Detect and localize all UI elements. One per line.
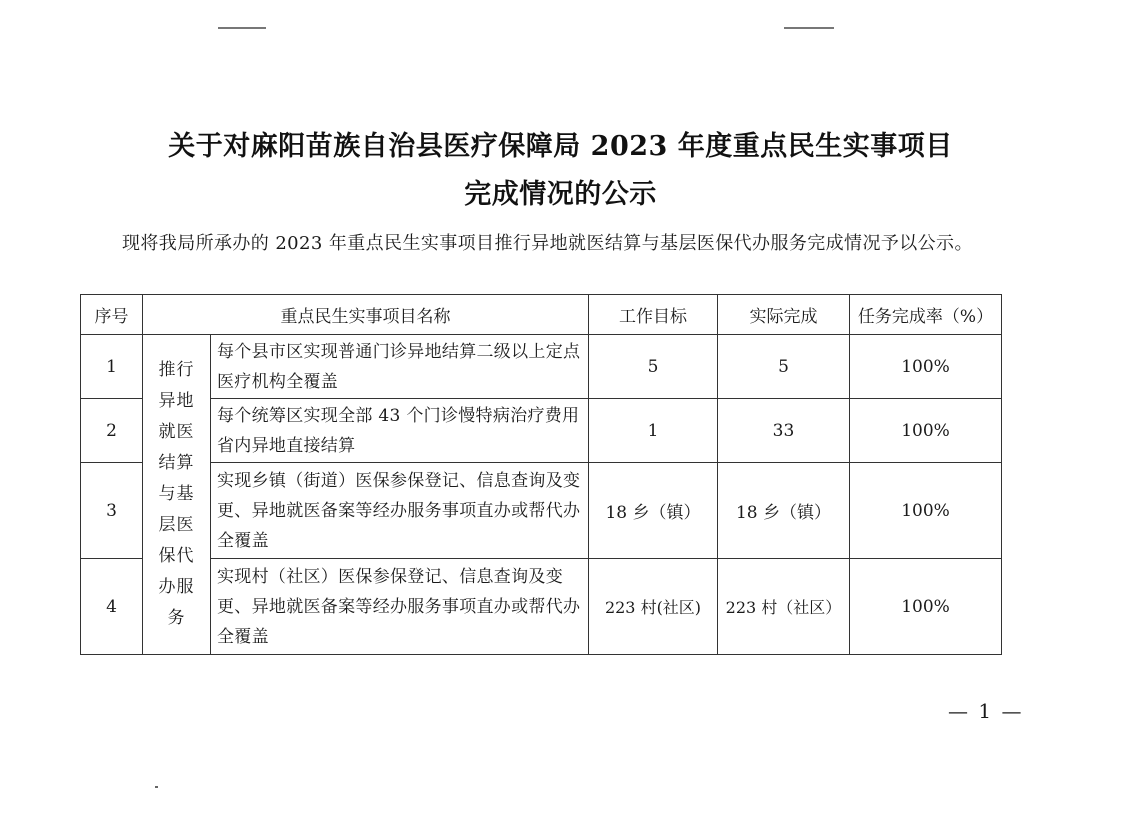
category-text: 推行异地就医结算与基层医保代办服务 xyxy=(158,360,195,628)
scan-mark-right xyxy=(784,27,834,29)
document-title-line1: 关于对麻阳苗族自治县医疗保障局 2023 年度重点民生实事项目 xyxy=(168,131,953,162)
table-row xyxy=(81,399,1002,463)
header-seq: 序号 xyxy=(81,295,143,335)
header-target: 工作目标 xyxy=(589,295,718,335)
row-item: 每个县市区实现普通门诊异地结算二级以上定点医疗机构全覆盖 xyxy=(211,335,589,399)
table-header-row xyxy=(81,295,1002,335)
row-target: 223 村(社区) xyxy=(589,559,718,655)
table-row xyxy=(81,463,1002,559)
row-actual: 223 村（社区） xyxy=(718,559,850,655)
table-row xyxy=(81,335,1002,399)
projects-table xyxy=(80,294,1002,655)
row-item: 实现乡镇（街道）医保参保登记、信息查询及变更、异地就医备案等经办服务事项直办或帮代办全覆盖 xyxy=(211,463,589,559)
header-project-name: 重点民生实事项目名称 xyxy=(143,295,589,335)
row-rate: 100% xyxy=(850,559,1002,655)
header-rate: 任务完成率（%） xyxy=(850,295,1002,335)
scan-speck xyxy=(155,786,158,788)
row-target: 18 乡（镇） xyxy=(589,463,718,559)
scan-mark-left xyxy=(218,27,266,29)
table-row xyxy=(81,559,1002,655)
row-actual: 5 xyxy=(718,335,850,399)
row-rate: 100% xyxy=(850,399,1002,463)
row-target: 1 xyxy=(589,399,718,463)
row-rate: 100% xyxy=(850,335,1002,399)
row-seq: 3 xyxy=(81,463,143,559)
category-cell xyxy=(143,335,211,655)
document-title-line2: 完成情况的公示 xyxy=(464,179,657,210)
page-number: — 1 — xyxy=(948,699,1024,723)
intro-paragraph: 现将我局所承办的 2023 年重点民生实事项目推行异地就医结算与基层医保代办服务完成情况予以公示。 xyxy=(122,233,973,254)
row-seq: 4 xyxy=(81,559,143,655)
row-item: 每个统筹区实现全部 43 个门诊慢特病治疗费用省内异地直接结算 xyxy=(211,399,589,463)
row-target: 5 xyxy=(589,335,718,399)
row-actual: 18 乡（镇） xyxy=(718,463,850,559)
row-rate: 100% xyxy=(850,463,1002,559)
row-seq: 2 xyxy=(81,399,143,463)
header-actual: 实际完成 xyxy=(718,295,850,335)
row-actual: 33 xyxy=(718,399,850,463)
row-item: 实现村（社区）医保参保登记、信息查询及变更、异地就医备案等经办服务事项直办或帮代办全覆盖 xyxy=(211,559,589,655)
row-seq: 1 xyxy=(81,335,143,399)
